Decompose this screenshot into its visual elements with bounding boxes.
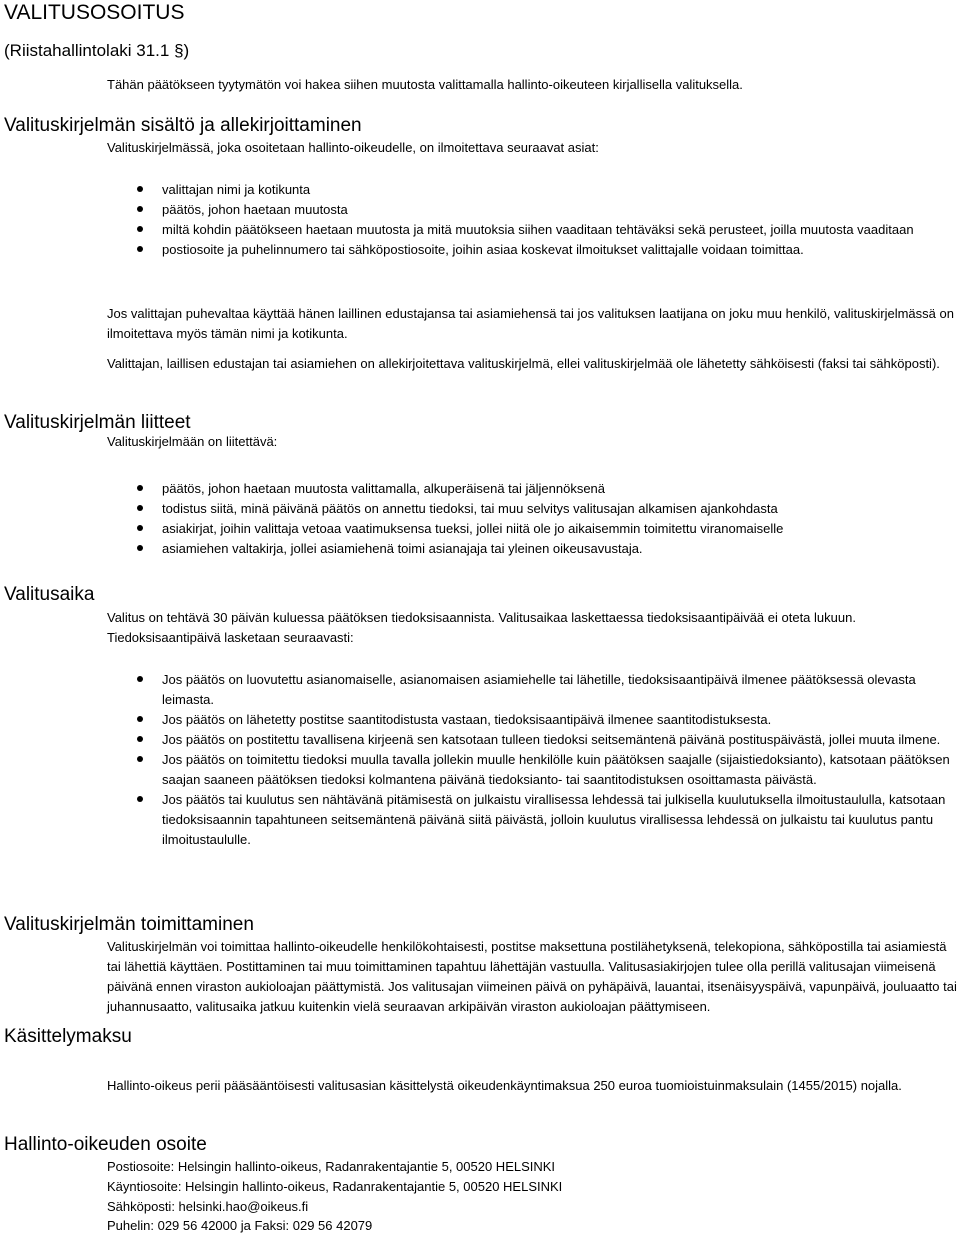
list-item: Jos päätös on luovutettu asianomaiselle, asianomaisen asiamiehelle tai lähetille, tiedoksisaantipäivä ilmenee päätöksessä olevasta leimasta.	[0, 670, 960, 710]
list-item: todistus siitä, minä päivänä päätös on annettu tiedoksi, tai muu selvitys valitusajan alkamisen ajankohdasta	[0, 499, 960, 519]
list-item: Jos päätös on toimitettu tiedoksi muulla tavalla jollekin muulle henkilölle kuin päätöksen saajalle (sijaistiedoksianto), katsotaan päätöksen saajan saaneen päätöksen tiedoksi kolmantena päivänä tiedoksianto- tai saantitodistuksen osoittamasta päivästä.	[0, 750, 960, 790]
list-item: asiakirjat, joihin valittaja vetoaa vaatimuksensa tueksi, jollei niitä ole jo aikaisemmin toimitettu viranomaiselle	[0, 519, 960, 539]
list-item: päätös, johon haetaan muutosta valittamalla, alkuperäisenä tai jäljennöksenä	[0, 479, 960, 499]
contents-lead: Valituskirjelmässä, joka osoitetaan hallinto-oikeudelle, on ilmoitettava seuraavat asiat:	[107, 140, 599, 155]
section-heading-contents: Valituskirjelmän sisältö ja allekirjoittaminen	[4, 115, 362, 136]
section-heading-delivery: Valituskirjelmän toimittaminen	[4, 914, 254, 935]
visiting-address: Käyntiosoite: Helsingin hallinto-oikeus, Radanrakentajantie 5, 00520 HELSINKI	[107, 1179, 563, 1194]
list-item: Jos päätös tai kuulutus sen nähtävänä pitämisestä on julkaistu virallisessa lehdessä tai julkisella kuulutuksella ilmoitustaululla, katsotaan tiedoksisaannin tapahtuneen seitsemäntenä päivänä siitä päivästä, jolloin kuulutus virallisessa lehdessä on julkaistu tai kuulutus pantu ilmoitustaululle.	[0, 790, 960, 850]
intro-text: Tähän päätökseen tyytymätön voi hakea siihen muutosta valittamalla hallinto-oikeuteen kirjallisella valituksella.	[107, 77, 743, 92]
section-heading-attachments: Valituskirjelmän liitteet	[4, 412, 191, 433]
postal-address: Postiosoite: Helsingin hallinto-oikeus, Radanrakentajantie 5, 00520 HELSINKI	[107, 1159, 556, 1174]
list-item: valittajan nimi ja kotikunta	[0, 180, 960, 200]
list-item: päätös, johon haetaan muutosta	[0, 200, 960, 220]
attachments-list	[0, 479, 960, 559]
list-item: miltä kohdin päätökseen haetaan muutosta ja mitä muutoksia siihen vaaditaan tehtäväksi sekä perusteet, joilla muutosta vaaditaan	[0, 220, 960, 240]
section-heading-fee: Käsittelymaksu	[4, 1026, 132, 1047]
signature-paragraph: Valittajan, laillisen edustajan tai asiamiehen on allekirjoitettava valituskirjelmä, ellei valituskirjelmää ole lähetetty sähköisesti (faksi tai sähköposti).	[107, 356, 940, 371]
law-reference: (Riistahallintolaki 31.1 §)	[4, 41, 190, 60]
document-title: VALITUSOSOITUS	[4, 1, 185, 24]
fee-text: Hallinto-oikeus perii pääsääntöisesti valitusasian käsittelystä oikeudenkäyntimaksua 250 euroa tuomioistuinmaksulain (1455/2015) nojalla.	[107, 1078, 902, 1093]
period-list	[0, 670, 960, 850]
list-item: Jos päätös on lähetetty postitse saantitodistusta vastaan, tiedoksisaantipäivä ilmenee saantitodistuksesta.	[0, 710, 960, 730]
list-item: Jos päätös on postitettu tavallisena kirjeenä sen katsotaan tulleen tiedoksi seitsemäntenä päivänä postituspäivästä, jollei muuta ilmene.	[0, 730, 960, 750]
attachments-lead: Valituskirjelmään on liitettävä:	[107, 434, 278, 449]
list-item: asiamiehen valtakirja, jollei asiamiehenä toimi asianajaja tai yleinen oikeusavustaja.	[0, 539, 960, 559]
contents-list	[0, 180, 960, 260]
phone-fax: Puhelin: 029 56 42000 ja Faksi: 029 56 42079	[107, 1218, 373, 1233]
email-address: Sähköposti: helsinki.hao@oikeus.fi	[107, 1199, 309, 1214]
list-item: postiosoite ja puhelinnumero tai sähköpostiosoite, joihin asiaa koskevat ilmoitukset valittajalle voidaan toimittaa.	[0, 240, 960, 260]
section-heading-address: Hallinto-oikeuden osoite	[4, 1134, 207, 1155]
delivery-text: Valituskirjelmän voi toimittaa hallinto-oikeudelle henkilökohtaisesti, postitse maksettuna postilähetyksenä, telekopiona, sähköpostilla tai asiamiestä tai lähettiä käyttäen. Postittaminen tai muu toimittaminen tapahtuu lähettäjän vastuulla. Valitusasiakirjojen tulee olla perillä valitusajan viimeisenä päivänä ennen viraston aukioloajan päättymistä. Jos valitusajan viimeinen päivä on pyhäpäivä, lauantai, itsenäisyyspäivä, vapunpäivä, jouluaatto tai juhannusaatto, valitusaika jatkuu kuitenkin vielä seuraavan arkipäivän viraston aukioloajan päättymiseen.	[107, 939, 957, 1014]
representative-paragraph: Jos valittajan puhevaltaa käyttää hänen laillinen edustajansa tai asiamiehensä tai jos valituksen laatijana on joku muu henkilö, valituskirjelmässä on ilmoitettava myös tämän nimi ja kotikunta.	[107, 306, 954, 341]
period-lead: Valitus on tehtävä 30 päivän kuluessa päätöksen tiedoksisaannista. Valitusaikaa laskettaessa tiedoksisaantipäivää ei oteta lukuun. Tiedoksisaantipäivä lasketaan seuraavasti:	[107, 610, 856, 645]
section-heading-period: Valitusaika	[4, 584, 95, 605]
